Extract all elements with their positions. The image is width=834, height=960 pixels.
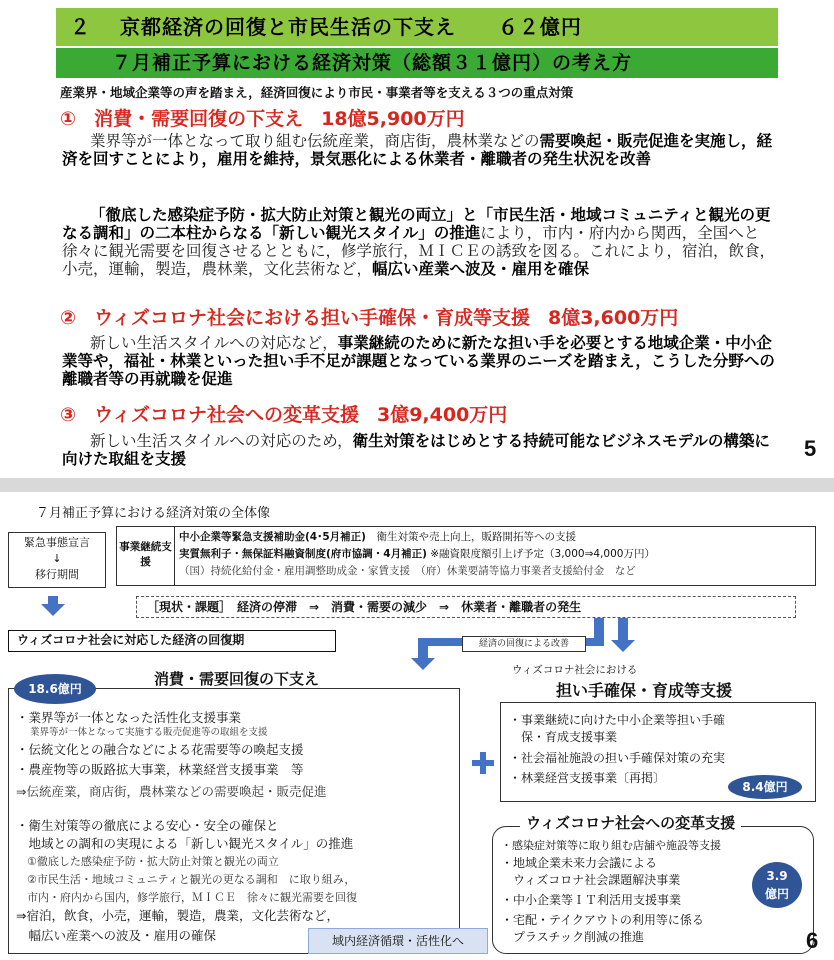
left-item-result: 幅広い産業への波及・雇用の確保 [16,928,217,943]
amount-badge-18-6: 18.6億円 [14,674,96,704]
page-number-5: 5 [804,436,817,461]
slide5-intro: 産業界・地域企業等の声を踏まえ，経済回復により市民・事業者等を支える３つの重点対策 [60,85,574,100]
arrow-stem [618,618,628,640]
slide-divider [0,478,834,492]
section2-number: ② [60,307,77,329]
left-item: ・伝統文化との融合などによる花需要等の喚起支援 [16,742,304,757]
transformation-support-heading: ウィズコロナ社会への変革支援 [520,812,741,833]
page-number-6: 6 [806,928,819,953]
section3-heading [60,400,507,427]
section3-number: ③ [60,404,77,426]
right-bottom-item: プラスチック削減の推進 [501,930,645,944]
left-item-result: ⇒伝統産業，商店街，農林業などの需要喚起・販売促進 [16,784,327,799]
slide5-subtitle-bar: ７月補正予算における経済対策（総額３１億円）の考え方 [56,48,778,78]
with-corona-recovery-box: ウィズコロナ社会に対応した経済の回復期 [8,630,336,652]
section1-title: 消費・需要回復の下支え [94,108,304,130]
left-item: 地域との調和の実現による「新しい観光スタイル」の推進 [16,836,354,851]
title-text: 京都経済の回復と市民生活の下支え [119,15,456,39]
right-bottom-item: ・宅配・テイクアウトの利用等に係る [501,913,704,927]
slide6-title: ７月補正予算における経済対策の全体像 [36,506,271,521]
left-item: ・業界等が一体となった活性化支援事業 [16,710,242,725]
left-item: ②市民生活・地域コミュニティと観光の更なる調和 に取り組み， [16,873,356,886]
slide5-title-bar [56,8,778,46]
business-continuity-box [116,526,816,586]
title-number: ２ [70,15,91,39]
section1-paragraph1: 業界等が一体となって取り組む伝統産業，商店街，農林業などの需要喚起・販売促進を実施し，経済を回すことにより，雇用を維持，景気悪化による休業者・離職者の発生状況を改善 [62,132,773,168]
section1-paragraph2: 「徹底した感染症予防・拡大防止対策と観光の両立」と「市民生活・地域コミュニティと観光の更なる調和」の二本柱からなる「新しい観光スタイル」の推進により，市内・府内から関西，全国へと徐々に観光需要を回復させるとともに，修学旅行，ＭＩＣＥの誘致を図る。これにより，宿泊，飲食，小売，運輸，製造，農林業，文化芸術など，幅広い産業へ波及・雇用を確保 [62,206,776,278]
right-top-item: ・林業経営支援事業〔再掲〕 [509,771,666,785]
slide-5 [0,0,834,478]
business-continuity-label: 事業継続支援 [117,527,175,585]
section1-number: ① [60,108,77,130]
situation-challenge-box: ［現状・課題］ 経済の停滞 ⇒ 消費・需要の減少 ⇒ 休業者・離職者の発生 [136,596,796,618]
amount-badge-3-9: 3.9 億円 [752,862,802,908]
amount-badge-8-4: 8.4億円 [728,775,802,799]
improvement-label: 経済の回復による改善 [462,636,586,652]
arrow-stem [48,596,58,604]
section3-paragraph: 新しい生活スタイルへの対応のため，衛生対策をはじめとする持続可能なビジネスモデルの構築に向けた取組を支援 [62,432,770,468]
left-item: ①徹底した感染症予防・拡大防止対策と観光の両立 [16,855,279,868]
title-amount: ６２億円 [497,15,582,39]
section3-amount: 3億9,400万円 [376,404,508,426]
blue-down-arrow-icon [41,604,65,616]
section2-heading [60,303,678,330]
regional-economy-footer-tab: 域内経済循環・活性化へ [308,928,488,954]
right-bottom-item: ・地域企業未来力会議による [501,856,658,870]
consumption-support-heading: 消費・需要回復の下支え [154,670,320,688]
left-item-result: ⇒宿泊，飲食，小売，運輸，製造，農業，文化芸術など， [16,908,339,923]
section1-amount: 18億5,900万円 [321,108,465,130]
right-top-item: ・社会福祉施設の担い手確保対策の充実 [509,751,726,765]
blue-down-arrow-icon [611,640,635,652]
section1-heading [60,104,465,131]
section2-title: ウィズコロナ社会における担い手確保・育成等支援 [94,307,530,329]
left-item: ・衛生対策等の徹底による安心・安全の確保と [16,818,279,833]
blue-down-arrow-icon [411,658,435,670]
left-item: 市内・府内から国内，修学旅行，ＭＩＣＥ 徐々に観光需要を回復 [16,891,357,904]
plus-icon [472,760,494,766]
left-item-note: 業界等が一体となって実施する販売促進等の取組を支援 [30,727,268,738]
slide-6 [0,492,834,960]
arrow-stem [418,638,428,658]
section2-amount: 8億3,600万円 [547,307,679,329]
left-item: ・農産物等の販路拡大事業，林業経営支援事業 等 [16,762,304,777]
right-bottom-item: ウィズコロナ社会課題解決事業 [501,873,681,887]
business-continuity-lines: 中小企業等緊急支援補助金(4･5月補正) 衛生対策や売上向上，販路開拓等への支援 実質無利子・無保証料融資制度(府市協調・4月補正) ※融資限度額引上げ予定（3,000⇒4,000万円） （国）持続化給付金・雇用調整助成金・家賃支援 （府）休業要請等協力事業者支援給付金 など [179,531,655,577]
emergency-period-box: 緊急事態宣言 ↓ 移行期間 [8,532,106,588]
right-bottom-item: ・感染症対策等に取り組む店舗や施設等支援 [501,839,721,852]
right-bottom-item: ・中小企業等ＩＴ利活用支援事業 [501,893,682,907]
down-arrow-icon: ↓ [52,552,62,565]
right-top-item: ・事業継続に向けた中小企業等担い手確 [509,713,726,727]
right-top-item: 保・育成支援事業 [509,730,618,744]
section2-paragraph: 新しい生活スタイルへの対応など，事業継続のために新たな担い手を必要とする地域企業・中小企業等や，福祉・林業といった担い手不足が課題となっている業界のニーズを踏まえ，こうした分野への離職者等の再就職を促進 [62,334,775,388]
workforce-support-heading: 担い手確保・育成等支援 [556,681,733,700]
right-top-label: ウィズコロナ社会における [512,664,638,676]
section3-title: ウィズコロナ社会への変革支援 [94,404,359,426]
